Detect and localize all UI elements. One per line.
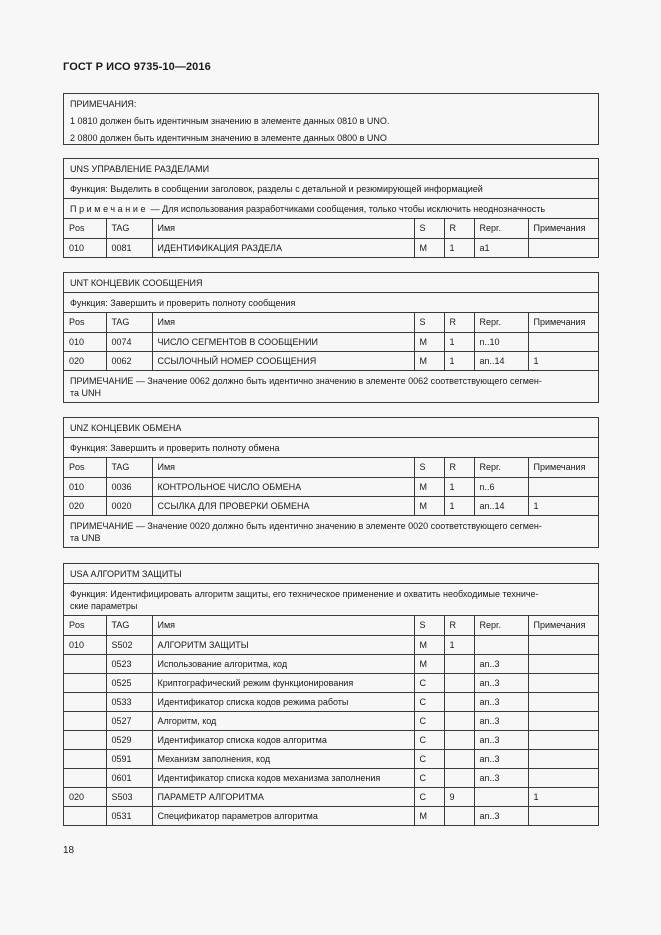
cell-repr: an..3 (474, 806, 528, 825)
cell-name: Алгоритм, код (152, 711, 414, 730)
cell-r: 9 (444, 787, 474, 806)
cell-name: Идентификатор списка кодов режима работы (152, 692, 414, 711)
segment-note (64, 516, 598, 547)
segment-note (64, 371, 598, 402)
cell-repr: an..3 (474, 692, 528, 711)
cell-s: C (414, 730, 444, 749)
cell-tag: S503 (106, 787, 152, 806)
cell-repr: an..3 (474, 654, 528, 673)
cell-notes (528, 332, 598, 351)
cell-notes (528, 673, 598, 692)
header-s: S (414, 458, 444, 477)
cell-name: Спецификатор параметров алгоритма (152, 806, 414, 825)
header-repr: Repr. (474, 458, 528, 477)
segment-note (64, 199, 598, 219)
cell-notes: 1 (528, 787, 598, 806)
cell-pos: 010 (64, 635, 106, 654)
cell-pos: 010 (64, 477, 106, 496)
cell-s: M (414, 806, 444, 825)
cell-s: M (414, 654, 444, 673)
cell-s: C (414, 673, 444, 692)
cell-r: 1 (444, 351, 474, 370)
segment-title: UNS УПРАВЛЕНИЕ РАЗДЕЛАМИ (64, 159, 598, 179)
header-row (64, 616, 598, 635)
header-s: S (414, 313, 444, 332)
segment-usa (63, 563, 599, 826)
cell-s: C (414, 692, 444, 711)
cell-r (444, 768, 474, 787)
cell-name: ССЫЛОЧНЫЙ НОМЕР СООБЩЕНИЯ (152, 351, 414, 370)
cell-r: 1 (444, 238, 474, 257)
header-s: S (414, 616, 444, 635)
header-row (64, 219, 598, 238)
segment-title: UNZ КОНЦЕВИК ОБМЕНА (64, 418, 598, 438)
table-row (64, 654, 598, 673)
cell-repr: an..3 (474, 711, 528, 730)
cell-tag: 0533 (106, 692, 152, 711)
cell-pos (64, 692, 106, 711)
cell-r: 1 (444, 332, 474, 351)
segment-table (64, 616, 598, 825)
segment-table (64, 458, 598, 516)
cell-s: C (414, 711, 444, 730)
cell-r (444, 654, 474, 673)
header-tag: TAG (106, 313, 152, 332)
page-header: ГОСТ Р ИСО 9735-10—2016 (63, 61, 211, 73)
table-row (64, 635, 598, 654)
cell-tag: 0074 (106, 332, 152, 351)
header-notes: Примечания (528, 616, 598, 635)
cell-pos (64, 749, 106, 768)
cell-pos (64, 673, 106, 692)
note-label: Примечание (70, 204, 149, 214)
table-row (64, 711, 598, 730)
cell-tag: 0062 (106, 351, 152, 370)
header-repr: Repr. (474, 313, 528, 332)
cell-notes: 1 (533, 500, 539, 511)
header-notes: Примечания (528, 219, 598, 238)
cell-pos (64, 654, 106, 673)
function-line-1: Функция: Идентифицировать алгоритм защиты, его техническое применение и охватить необходимые техниче- (70, 589, 539, 599)
header-r: R (444, 458, 474, 477)
cell-repr (474, 635, 528, 654)
cell-repr: n..6 (474, 477, 528, 496)
cell-tag: 0020 (106, 496, 152, 515)
table-row (64, 496, 598, 515)
header-row (64, 458, 598, 477)
cell-tag: 0591 (106, 749, 152, 768)
cell-name: АЛГОРИТМ ЗАЩИТЫ (152, 635, 414, 654)
cell-name: ЧИСЛО СЕГМЕНТОВ В СООБЩЕНИИ (152, 332, 414, 351)
cell-tag: 0527 (106, 711, 152, 730)
cell-repr: an..3 (474, 749, 528, 768)
segment-title: USA АЛГОРИТМ ЗАЩИТЫ (64, 564, 598, 584)
header-repr: Repr. (474, 219, 528, 238)
segment-uns (63, 158, 599, 258)
cell-tag: 0036 (106, 477, 152, 496)
segment-title: UNT КОНЦЕВИК СООБЩЕНИЯ (64, 273, 598, 293)
note-line-2: та UNB (70, 533, 101, 543)
cell-s: C (414, 787, 444, 806)
note-line-2: та UNH (70, 388, 102, 398)
table-row (64, 238, 598, 257)
table-row (64, 477, 598, 496)
segment-unt (63, 272, 599, 403)
header-name: Имя (152, 313, 414, 332)
header-repr: Repr. (474, 616, 528, 635)
cell-notes (528, 806, 598, 825)
cell-r (444, 673, 474, 692)
cell-notes (528, 749, 598, 768)
cell-notes (528, 654, 598, 673)
note-line-1: ПРИМЕЧАНИЕ — Значение 0062 должно быть идентично значению в элементе 0062 соответствующего сегмен- (70, 376, 542, 386)
cell-s: M (414, 477, 444, 496)
header-row (64, 313, 598, 332)
cell-repr: a1 (474, 238, 528, 257)
header-pos: Pos (64, 219, 106, 238)
cell-name: Идентификатор списка кодов механизма заполнения (152, 768, 414, 787)
cell-r (444, 806, 474, 825)
cell-tag: 0601 (106, 768, 152, 787)
segment-table (64, 313, 598, 371)
cell-r (444, 730, 474, 749)
cell-s: C (414, 768, 444, 787)
cell-tag: S502 (106, 635, 152, 654)
cell-repr: an..3 (474, 730, 528, 749)
cell-notes: 1 (533, 355, 539, 366)
cell-s: C (414, 749, 444, 768)
function-line-2: ские параметры (70, 601, 138, 611)
cell-name: ИДЕНТИФИКАЦИЯ РАЗДЕЛА (152, 238, 414, 257)
segment-unz (63, 417, 599, 548)
cell-name: Механизм заполнения, код (152, 749, 414, 768)
cell-name: ПАРАМЕТР АЛГОРИТМА (152, 787, 414, 806)
cell-pos (64, 711, 106, 730)
cell-repr: an..14 (474, 496, 528, 515)
segment-function: Функция: Выделить в сообщении заголовок, разделы с детальной и резюмирующей информацией (64, 179, 598, 199)
segment-function (64, 584, 598, 616)
header-notes: Примечания (528, 313, 598, 332)
cell-name: Криптографический режим функционирования (152, 673, 414, 692)
cell-r: 1 (444, 477, 474, 496)
cell-r (444, 692, 474, 711)
header-name: Имя (152, 458, 414, 477)
cell-name: Идентификатор списка кодов алгоритма (152, 730, 414, 749)
cell-repr (474, 787, 528, 806)
cell-r: 1 (444, 496, 474, 515)
cell-s: M (414, 238, 444, 257)
segment-function: Функция: Завершить и проверить полноту сообщения (64, 293, 598, 313)
header-r: R (444, 313, 474, 332)
note-text: — Для использования разработчиками сообщения, только чтобы исключить неоднозначность (148, 204, 546, 214)
cell-notes (528, 711, 598, 730)
header-name: Имя (152, 616, 414, 635)
header-notes: Примечания (528, 458, 598, 477)
cell-r: 1 (444, 635, 474, 654)
cell-tag: 0531 (106, 806, 152, 825)
notes-line-2: 2 0800 должен быть идентичным значению в элементе данных 0800 в UNO (70, 133, 387, 143)
table-row (64, 749, 598, 768)
cell-repr: an..14 (474, 351, 528, 370)
segment-table (64, 219, 598, 257)
header-s: S (414, 219, 444, 238)
notes-box (63, 93, 599, 145)
cell-tag: 0529 (106, 730, 152, 749)
cell-notes (528, 635, 598, 654)
table-row (64, 332, 598, 351)
table-row (64, 692, 598, 711)
cell-notes (528, 768, 598, 787)
table-row (64, 673, 598, 692)
cell-notes (528, 477, 598, 496)
cell-pos: 020 (64, 351, 106, 370)
cell-pos (64, 768, 106, 787)
header-r: R (444, 616, 474, 635)
cell-tag: 0523 (106, 654, 152, 673)
cell-s: M (414, 496, 444, 515)
cell-r (444, 749, 474, 768)
header-name: Имя (152, 219, 414, 238)
table-row (64, 351, 598, 370)
header-r: R (444, 219, 474, 238)
cell-pos: 010 (64, 238, 106, 257)
table-row (64, 730, 598, 749)
header-pos: Pos (64, 616, 106, 635)
header-pos: Pos (64, 458, 106, 477)
header-tag: TAG (106, 219, 152, 238)
cell-notes (528, 730, 598, 749)
cell-tag: 0525 (106, 673, 152, 692)
cell-notes (528, 238, 598, 257)
table-row (64, 806, 598, 825)
cell-repr: an..3 (474, 673, 528, 692)
notes-line-1: 1 0810 должен быть идентичным значению в элементе данных 0810 в UNO. (70, 116, 390, 126)
table-row (64, 787, 598, 806)
header-pos: Pos (64, 313, 106, 332)
cell-s: M (414, 635, 444, 654)
cell-notes (528, 692, 598, 711)
notes-title: ПРИМЕЧАНИЯ: (70, 99, 137, 109)
note-line-1: ПРИМЕЧАНИЕ — Значение 0020 должно быть идентично значению в элементе 0020 соответствующего сегмен- (70, 521, 542, 531)
cell-pos: 020 (64, 787, 106, 806)
cell-r (444, 711, 474, 730)
cell-s: M (414, 332, 444, 351)
segment-function: Функция: Завершить и проверить полноту обмена (64, 438, 598, 458)
page-number: 18 (63, 845, 75, 856)
cell-pos: 020 (64, 496, 106, 515)
cell-repr: n..10 (474, 332, 528, 351)
cell-pos (64, 806, 106, 825)
header-tag: TAG (106, 458, 152, 477)
cell-name: КОНТРОЛЬНОЕ ЧИСЛО ОБМЕНА (152, 477, 414, 496)
cell-pos (64, 730, 106, 749)
header-tag: TAG (106, 616, 152, 635)
cell-pos: 010 (64, 332, 106, 351)
cell-s: M (414, 351, 444, 370)
cell-tag: 0081 (106, 238, 152, 257)
cell-repr: an..3 (474, 768, 528, 787)
table-row (64, 768, 598, 787)
cell-name: ССЫЛКА ДЛЯ ПРОВЕРКИ ОБМЕНА (152, 496, 414, 515)
cell-name: Использование алгоритма, код (152, 654, 414, 673)
